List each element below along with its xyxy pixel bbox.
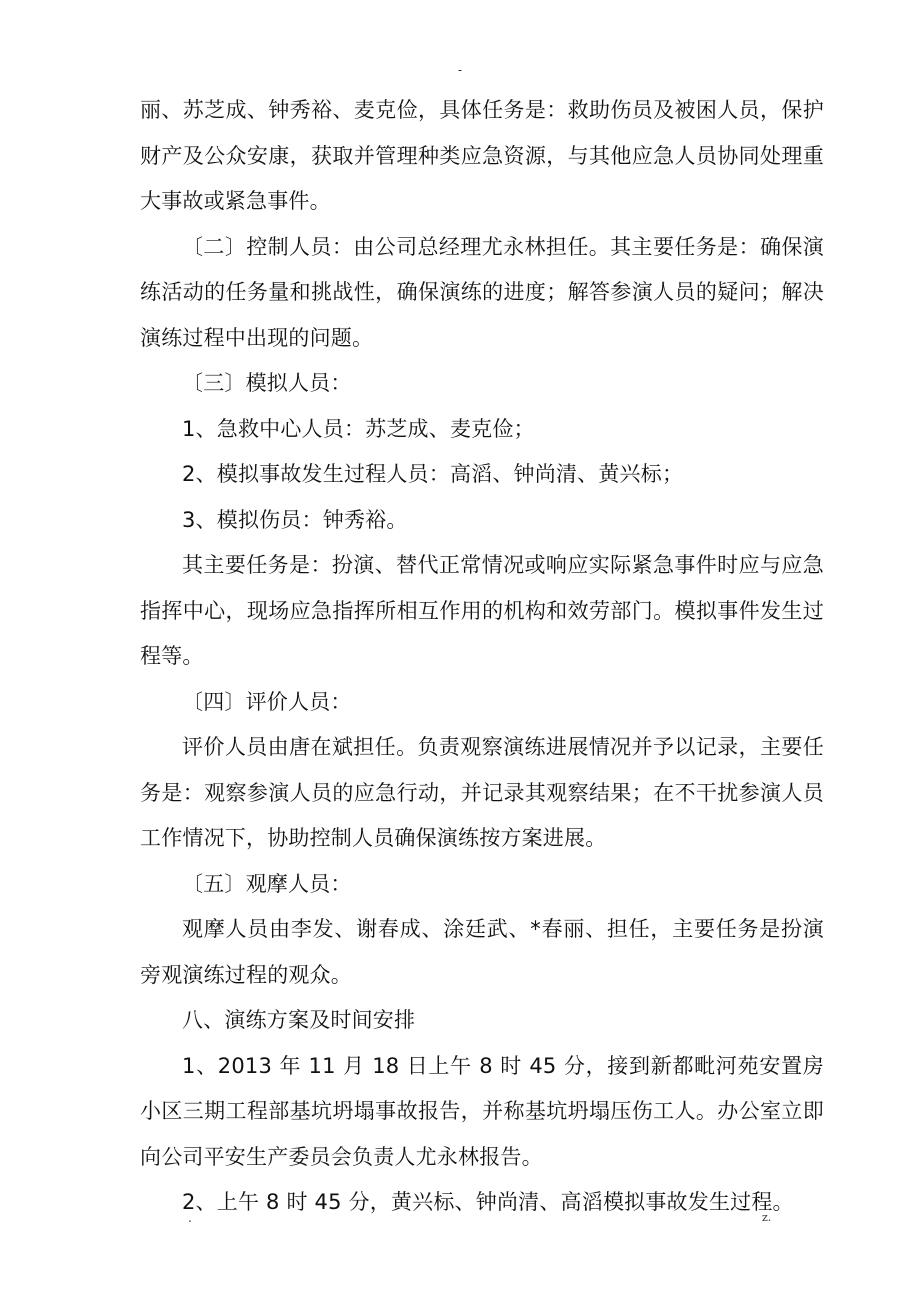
list-item-simulated-injured: 3、模拟伤员：钟秀裕。 [182, 507, 408, 532]
heading-simulation-personnel: 〔三〕模拟人员： [182, 371, 352, 395]
heading-drill-schedule: 八、演练方案及时间安排 [182, 1008, 416, 1032]
paragraph-schedule-step-1: 1、2013 年 11 月 18 日上午 8 时 45 分，接到新都毗河苑安置房小区三期工程部基坑坍塌事故报告，并称基坑坍塌压伤工人。办公室立即向公司平安生产委员会负责人尤永林报告。 [140, 1053, 824, 1169]
paragraph-evaluation-tasks: 评价人员由唐在斌担任。负责观察演练进展情况并予以记录，主要任务是：观察参演人员的应急行动，并记录其观察结果；在不干扰参演人员工作情况下，协助控制人员确保演练按方案进展。 [140, 735, 824, 850]
list-item-accident-simulation: 2、模拟事故发生过程人员：高滔、钟尚清、黄兴标； [182, 462, 684, 486]
page-footer-left: . [188, 1211, 192, 1225]
paragraph-control-personnel: 〔二〕控制人员：由公司总经理尤永林担任。其主要任务是：确保演练活动的任务量和挑战性，确保演练的进度；解答参演人员的疑问；解决演练过程中出现的问题。 [140, 234, 824, 350]
document-body [140, 88, 824, 1226]
heading-observer-personnel: 〔五〕观摩人员： [182, 871, 352, 896]
heading-evaluation-personnel: 〔四〕评价人员： [182, 689, 352, 714]
page-header-mark: - [457, 63, 463, 77]
paragraph-schedule-step-2: 2、上午 8 时 45 分，黄兴标、钟尚清、高滔模拟事故发生过程。 [182, 1190, 794, 1214]
page-footer-right: z. [762, 1211, 772, 1224]
paragraph-simulation-tasks: 其主要任务是：扮演、替代正常情况或响应实际紧急事件时应与应急指挥中心，现场应急指挥所相互作用的机构和效劳部门。模拟事件发生过程等。 [140, 553, 824, 668]
paragraph-rescue-team-continued: 丽、苏芝成、钟秀裕、麦克俭，具体任务是：救助伤员及被困人员，保护财产及公众安康，获取并管理种类应急资源，与其他应急人员协同处理重大事故或紧急事件。 [140, 98, 824, 213]
list-item-emergency-center: 1、急救中心人员：苏芝成、麦克俭； [182, 416, 535, 441]
paragraph-observer-tasks: 观摩人员由李发、谢春成、涂廷武、*春丽、担任，主要任务是扮演旁观演练过程的观众。 [140, 917, 824, 987]
